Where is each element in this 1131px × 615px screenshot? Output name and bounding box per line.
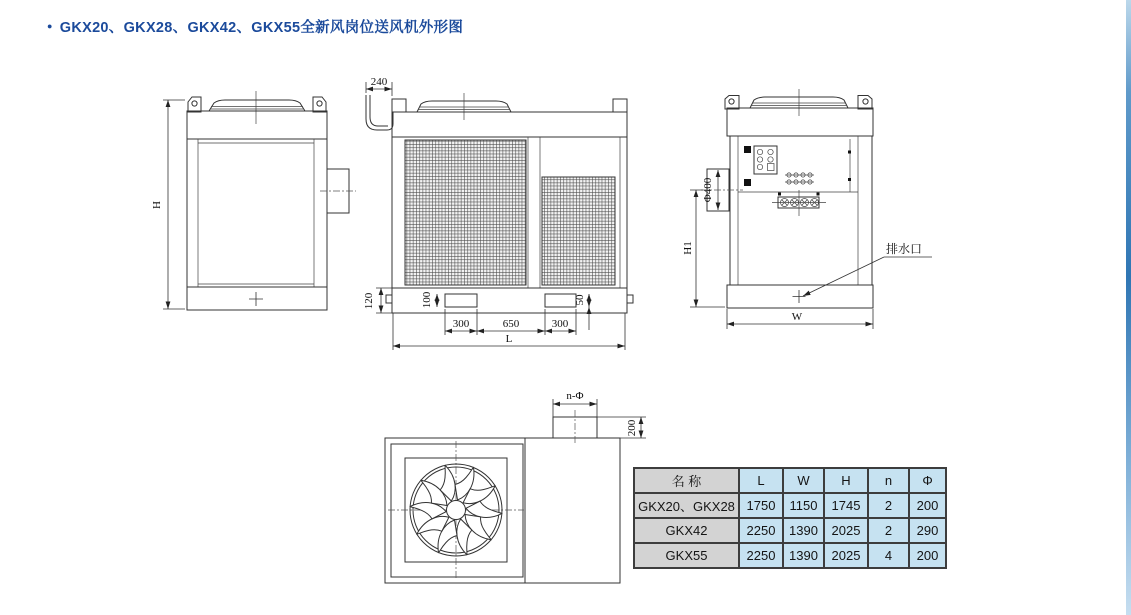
dim-inlet-diameter: Φ400 bbox=[702, 177, 714, 203]
dim-slot-height: 100 bbox=[421, 291, 433, 309]
value-L: 2250 bbox=[739, 518, 783, 543]
dim-outlet-height: 200 bbox=[626, 419, 638, 437]
value-phi: 290 bbox=[909, 518, 946, 543]
value-H: 1745 bbox=[824, 493, 868, 518]
base-band bbox=[187, 287, 327, 310]
dim-base-height: 120 bbox=[363, 292, 375, 310]
side-view-left-drawing bbox=[151, 91, 356, 310]
value-phi: 200 bbox=[909, 543, 946, 568]
bottom-view-outline bbox=[385, 438, 620, 583]
fork-slot bbox=[545, 294, 576, 307]
value-phi: 200 bbox=[909, 493, 946, 518]
value-n: 2 bbox=[868, 518, 909, 543]
body-panel bbox=[730, 136, 872, 285]
value-n: 4 bbox=[868, 543, 909, 568]
hinge-icon bbox=[744, 179, 751, 186]
lifting-lug-icon bbox=[725, 96, 739, 110]
mesh-panel-large bbox=[405, 140, 526, 285]
col-header-H: H bbox=[824, 468, 868, 493]
dim-height: H bbox=[151, 201, 163, 209]
right-edge-bar bbox=[1126, 0, 1131, 615]
table-row bbox=[634, 493, 946, 518]
body-panel bbox=[187, 139, 327, 287]
lifting-lug-icon bbox=[313, 97, 326, 112]
lifting-lug-icon bbox=[188, 97, 201, 112]
table-row bbox=[634, 518, 946, 543]
dim-inlet-height: H1 bbox=[682, 241, 694, 255]
bullet-icon: ● bbox=[47, 21, 53, 31]
dim-slot-left-width: 300 bbox=[452, 318, 470, 330]
top-band bbox=[187, 111, 327, 139]
drain-mark-icon bbox=[793, 290, 806, 303]
dim-length: L bbox=[505, 333, 513, 345]
vent-holes bbox=[785, 173, 814, 184]
model-name: GKX20、GKX28 bbox=[634, 493, 739, 518]
col-header-n: n bbox=[868, 468, 909, 493]
lifting-lug-icon bbox=[392, 99, 406, 112]
fork-slot bbox=[445, 294, 477, 307]
side-view-right-drawing bbox=[682, 89, 932, 329]
col-header-L: L bbox=[739, 468, 783, 493]
center-mark-icon bbox=[249, 292, 263, 306]
top-band bbox=[727, 108, 873, 136]
model-name: GKX42 bbox=[634, 518, 739, 543]
value-H: 2025 bbox=[824, 543, 868, 568]
dim-slot-right-width: 300 bbox=[551, 318, 569, 330]
bottom-view-drawing bbox=[385, 390, 646, 583]
value-W: 1390 bbox=[783, 518, 824, 543]
value-L: 2250 bbox=[739, 543, 783, 568]
front-view-drawing bbox=[363, 76, 633, 350]
value-W: 1390 bbox=[783, 543, 824, 568]
mesh-panel-small bbox=[542, 177, 615, 285]
drain-label: 排水口 bbox=[886, 242, 923, 256]
side-nub bbox=[627, 295, 633, 303]
dim-flange-width: 240 bbox=[370, 76, 388, 88]
lifting-lug-icon bbox=[613, 99, 627, 112]
value-W: 1150 bbox=[783, 493, 824, 518]
lifting-lug-icon bbox=[858, 96, 872, 110]
spec-table bbox=[633, 467, 947, 569]
page-title-text: GKX20、GKX28、GKX42、GKX55全新风岗位送风机外形图 bbox=[59, 20, 464, 36]
col-header-phi: Φ bbox=[909, 468, 946, 493]
table-row bbox=[634, 543, 946, 568]
table-header-row bbox=[634, 468, 946, 493]
model-name: GKX55 bbox=[634, 543, 739, 568]
dim-outlet-label: n-Φ bbox=[566, 390, 584, 402]
dim-slot-gap: 650 bbox=[502, 318, 520, 330]
dim-width: W bbox=[791, 311, 803, 323]
top-band bbox=[392, 112, 627, 137]
col-header-W: W bbox=[783, 468, 824, 493]
hinge-icon bbox=[744, 146, 751, 153]
side-nub bbox=[386, 295, 392, 303]
value-n: 2 bbox=[868, 493, 909, 518]
col-header-name: 名 称 bbox=[634, 468, 739, 493]
dim-slot-right-height: 50 bbox=[574, 294, 586, 306]
value-H: 2025 bbox=[824, 518, 868, 543]
value-L: 1750 bbox=[739, 493, 783, 518]
